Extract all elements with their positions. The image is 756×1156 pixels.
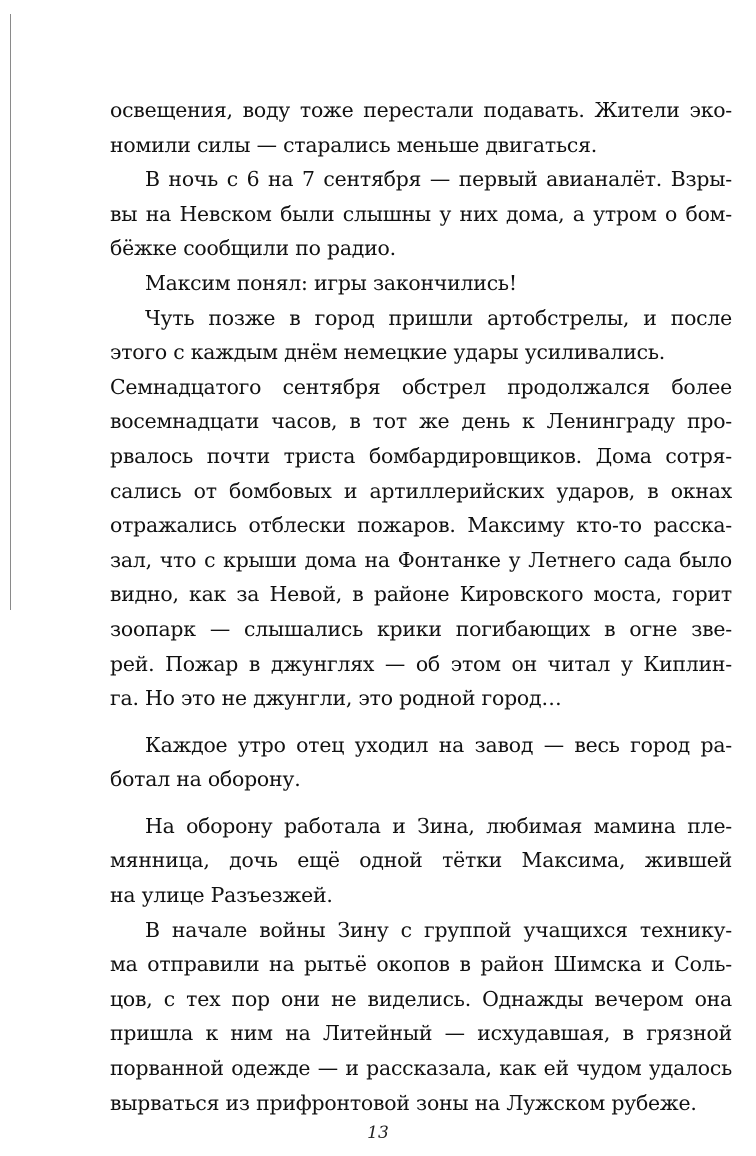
text-line: ботал на оборону.	[110, 767, 301, 792]
text-line: Чуть позже в город пришли артобстрелы, и после	[145, 305, 732, 330]
paragraph-gap	[110, 716, 732, 728]
text-line: ма отправили на рытьё окопов в район Шимска и Соль-	[110, 952, 732, 977]
text-line: этого с каждым днём немецкие удары усиливались.	[110, 340, 666, 365]
text-line: Семнадцатого сентября обстрел продолжался более	[110, 374, 732, 399]
text-line: рвалось почти триста бомбардировщиков. Дома сотря-	[110, 443, 732, 468]
text-line: порванной одежде — и рассказала, как ей чудом удалось	[110, 1056, 732, 1081]
text-line: на улице Разъезжей.	[110, 883, 333, 908]
text-line: На оборону работала и Зина, любимая мамина пле-	[145, 813, 732, 838]
margin-rule	[10, 14, 11, 610]
text-line: Каждое утро отец уходил на завод — весь город ра-	[145, 732, 732, 757]
paragraph	[110, 728, 732, 797]
paragraph	[110, 913, 732, 1121]
page-body	[110, 93, 732, 1120]
text-line: зоопарк — слышались крики погибающих в огне зве-	[110, 616, 732, 641]
page-number: 13	[367, 1123, 389, 1143]
text-line: цов, с тех пор они не виделись. Однажды вечером она	[110, 986, 732, 1011]
text-line: отражались отблески пожаров. Максиму кто-то расска-	[110, 513, 732, 538]
paragraph	[110, 93, 732, 162]
text-line: В начале войны Зину с группой учащихся технику-	[145, 917, 732, 942]
text-line: га. Но это не джунгли, это родной город…	[110, 686, 562, 711]
paragraph	[110, 809, 732, 913]
text-line: вы на Невском были слышны у них дома, а утром о бом-	[110, 201, 732, 226]
text-line: сались от бомбовых и артиллерийских ударов, в окнах	[110, 478, 732, 503]
text-line: Максим понял: игры закончились!	[145, 270, 517, 295]
text-line: В ночь с 6 на 7 сентября — первый авианалёт. Взры-	[145, 167, 732, 192]
text-line: бёжке сообщили по радио.	[110, 236, 396, 261]
text-line: рей. Пожар в джунглях — об этом он читал у Киплин-	[110, 651, 732, 676]
paragraph	[110, 266, 732, 301]
paragraph-gap	[110, 797, 732, 809]
text-line: мянница, дочь ещё одной тётки Максима, жившей	[110, 848, 732, 873]
text-line: номили силы — старались меньше двигаться.	[110, 132, 598, 157]
paragraph	[110, 162, 732, 266]
text-line: освещения, воду тоже перестали подавать. Жители эко-	[110, 98, 732, 122]
paragraph	[110, 370, 732, 716]
paragraph	[110, 301, 732, 370]
text-line: восемнадцати часов, в тот же день к Ленинграду про-	[110, 409, 732, 434]
text-line: видно, как за Невой, в районе Кировского моста, горит	[110, 582, 732, 607]
text-line: пришла к ним на Литейный — исхудавшая, в грязной	[110, 1021, 732, 1046]
text-line: зал, что с крыши дома на Фонтанке у Летнего сада было	[110, 547, 732, 572]
text-line: вырваться из прифронтовой зоны на Лужском рубеже.	[110, 1090, 697, 1115]
